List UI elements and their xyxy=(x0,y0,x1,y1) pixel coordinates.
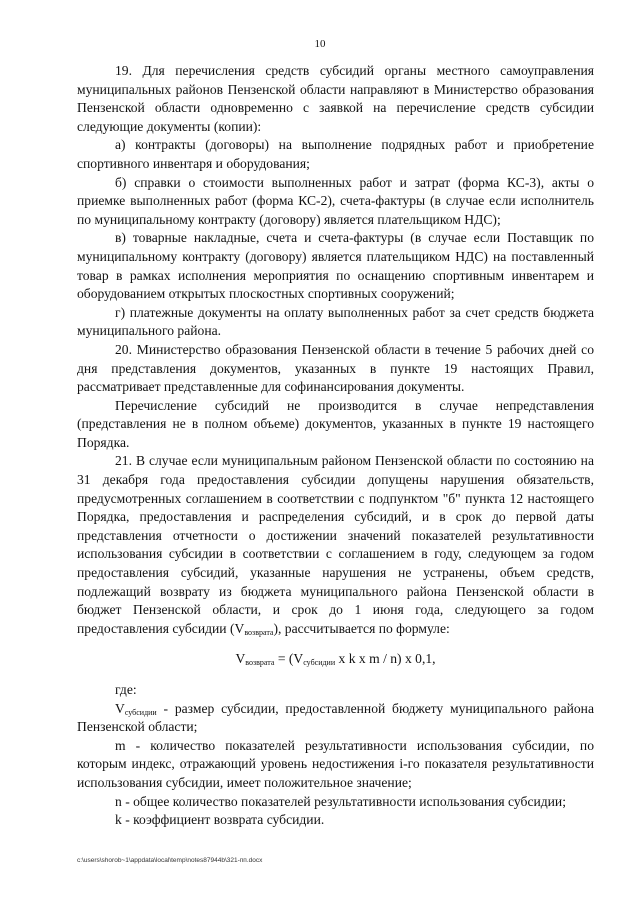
paragraph-21-end: ), рассчитывается по формуле: xyxy=(273,620,450,636)
def-v-var: V xyxy=(115,700,125,716)
formula-lhs-var: V xyxy=(235,651,246,667)
document-body xyxy=(77,62,594,830)
paragraph-19a: а) контракты (договоры) на выполнение подрядных работ и приобретение спортивного инвентаря и оборудования; xyxy=(77,137,594,171)
paragraph-20: 20. Министерство образования Пензенской области в течение 5 рабочих дней со дня представления документов, указанных в пункте 19 настоящих Правил, рассматривает представленные для софинансирования документы. xyxy=(77,341,594,395)
paragraph-21-subscript: возврата xyxy=(244,627,274,637)
where-label: где: xyxy=(115,682,137,697)
paragraph-21 xyxy=(77,452,594,638)
return-formula xyxy=(77,650,594,669)
definition-k: k - коэффициент возврата субсидии. xyxy=(115,812,325,828)
formula-mid: = (V xyxy=(274,651,304,667)
paragraph-19v: в) товарные накладные, счета и счета-фактуры (в случае если Поставщик по муниципальному контракту (договору) является плательщиком НДС) на поставленный товар в рамках исполнения мероприятия по оснащению спортивным инвентарем и оборудованием открытых плоскостных спортивных сооружений; xyxy=(77,230,594,302)
paragraph-19g: г) платежные документы на оплату выполненных работ за счет средств бюджета муниципального района. xyxy=(77,304,594,339)
paragraph-21-main: 21. В случае если муниципальным районом Пензенской области по состоянию на 31 декабря года предоставления субсидии допущены нарушения обязательств, предусмотренных соглашением в соответствии с подпунктом "б" пункта 12 настоящего Порядка, предоставления и распределения субсидий, и в срок до первой даты представления отчетности о достижении значений показателей результативности использования субсидии в соответствии с соглашением в году, следующем за годом предоставления субсидий, указанные нарушения не устранены, объем средств, подлежащий возврату из бюджета муниципального района Пензенской области в бюджет Пензенской области, и срок до 1 июня года, следующего за годом предоставления субсидии (V xyxy=(77,453,594,636)
definition-v-subsidy xyxy=(77,700,594,737)
paragraph-20b: Перечисление субсидий не производится в случае непредставления (представления не в полном объеме) документов, указанных в пункте 19 настоящего Порядка. xyxy=(77,397,594,450)
formula-rhs-sub: субсидии xyxy=(303,658,336,668)
page-number: 10 xyxy=(314,38,326,50)
def-v-text: - размер субсидии, предоставленной бюджету муниципального района Пензенской области; xyxy=(77,700,594,735)
definition-m: m - количество показателей результативности использования субсидии, по которым индекс, отражающий уровень недостижения i-го показателя результативности использования субсидии, имеет положительное значение; xyxy=(77,737,594,790)
formula-lhs-sub: возврата xyxy=(245,658,275,668)
paragraph-19: 19. Для перечисления средств субсидий органы местного самоуправления муниципальных районов Пензенской области направляют в Министерство образования Пензенской области одновременно с заявкой на перечисление средств субсидии следующие документы (копии): xyxy=(77,63,594,134)
paragraph-19b: б) справки о стоимости выполненных работ и затрат (форма КС-3), акты о приемке выполненных работ (форма КС-2), счета-фактуры (в случае если исполнитель по муниципальному контракту (договору) является плательщиком НДС); xyxy=(77,174,594,227)
definition-n: n - общее количество показателей результативности использования субсидии; xyxy=(115,793,566,809)
def-v-sub: субсидии xyxy=(124,707,157,717)
footer-file-path: c:\users\shorob~1\appdata\local\temp\notes87944b\321-пп.docx xyxy=(77,857,263,864)
formula-rest: x k x m / n) x 0,1, xyxy=(335,651,436,667)
